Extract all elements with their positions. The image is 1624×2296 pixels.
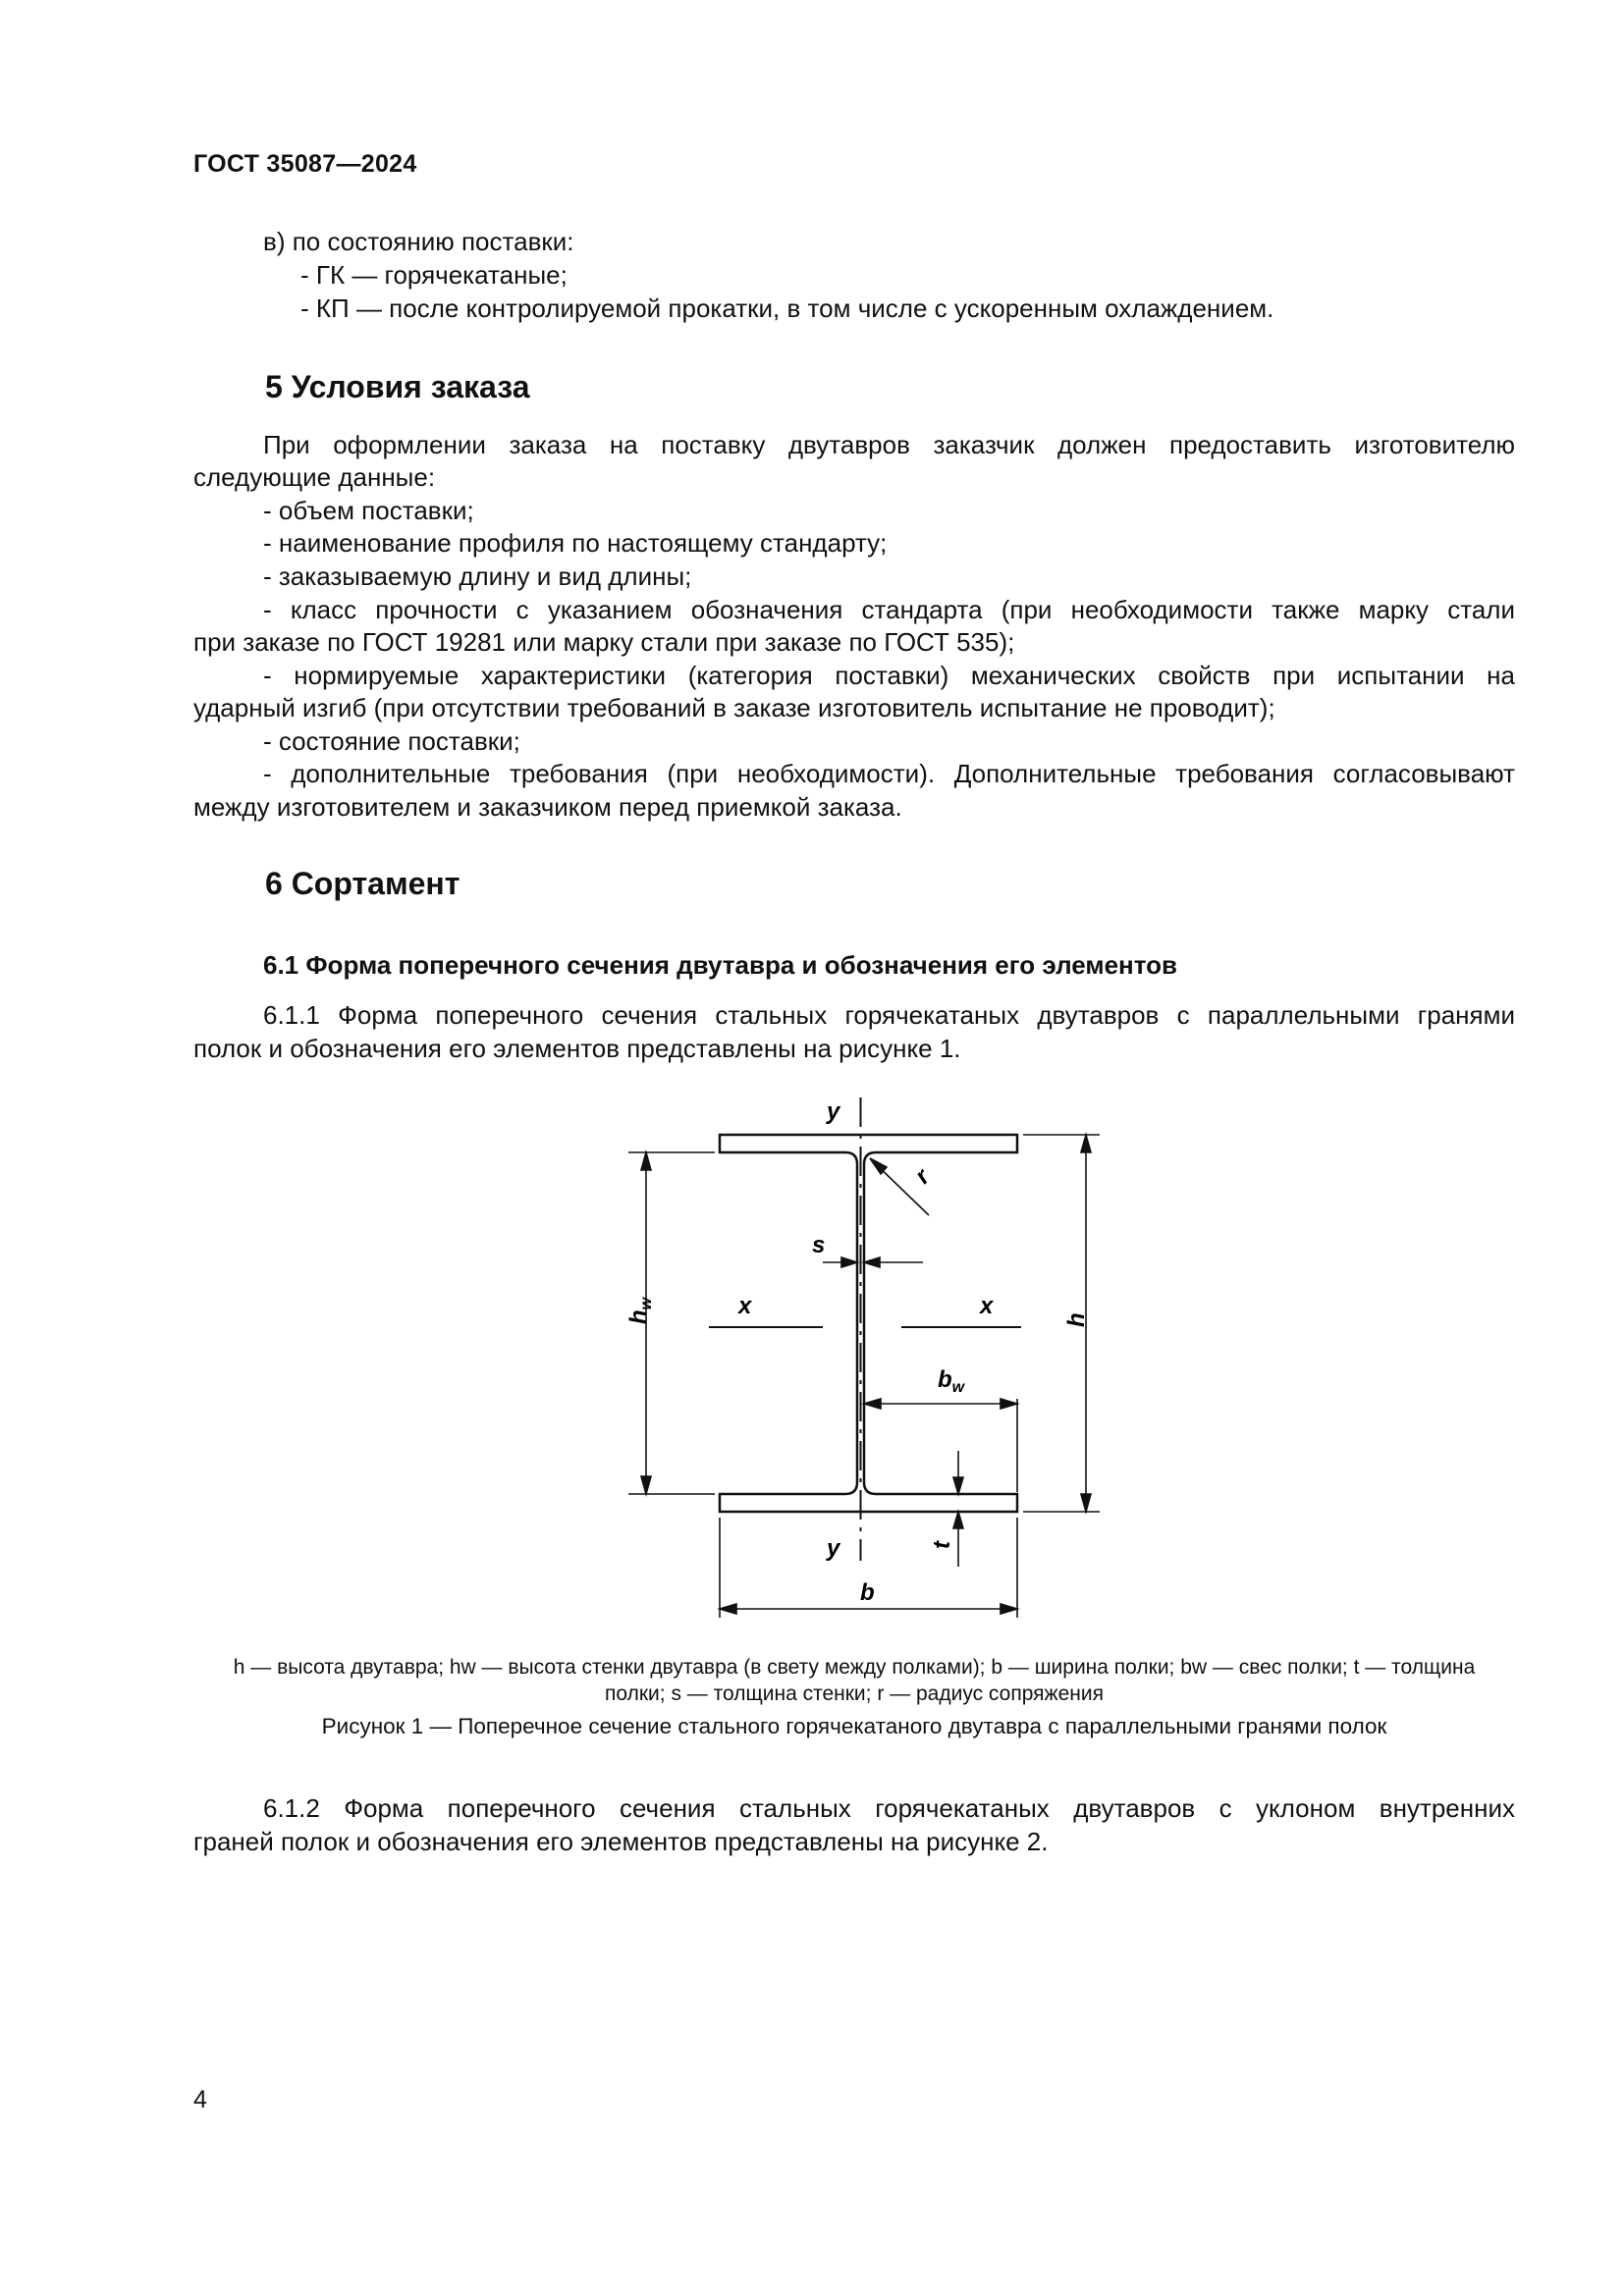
h-arrow-top: [1081, 1135, 1091, 1152]
delivery-item-gk: - ГК — горячекатаные;: [300, 260, 568, 290]
document-header: ГОСТ 35087—2024: [193, 150, 417, 178]
label-b: b: [860, 1579, 875, 1606]
section-5-intro-line1: [193, 429, 1515, 461]
para-6-1-1-line2: полок и обозначения его элементов представлены на рисунке 1.: [193, 1034, 961, 1063]
label-bw-main: b: [938, 1366, 952, 1393]
bw-arrow-left: [864, 1399, 881, 1409]
section-6-title: 6 Сортамент: [265, 866, 460, 901]
label-t: t: [929, 1541, 955, 1549]
t-arrow-bottom: [953, 1512, 963, 1528]
label-bw: [938, 1366, 966, 1396]
label-h: h: [1063, 1312, 1090, 1327]
order-item-volume: - объем поставки;: [263, 496, 474, 525]
para-6-1-2-line1: 6.1.2 Форма поперечного сечения стальных горячекатаных двутавров с уклоном внутренних: [263, 1793, 1515, 1823]
figure-legend: [193, 1654, 1515, 1707]
label-s: s: [812, 1232, 826, 1258]
order-item-impact-line1: - нормируемые характеристики (категория поставки) механических свойств при испытании на: [263, 661, 1515, 690]
i-beam-outline: [720, 1135, 1017, 1512]
figure-legend-line2: полки; s — толщина стенки; r — радиус сопряжения: [605, 1682, 1104, 1705]
delivery-intro: в) по состоянию поставки:: [263, 227, 574, 256]
order-item-profile: - наименование профиля по настоящему стандарту;: [263, 528, 888, 558]
order-item-additional-line2: между изготовителем и заказчиком перед приемкой заказа.: [193, 792, 902, 822]
para-6-1-1-line1: 6.1.1 Форма поперечного сечения стальных горячекатаных двутавров с параллельными гранями: [263, 1000, 1515, 1030]
i-beam-section-figure: [589, 1085, 1139, 1634]
subsection-6-1-title: 6.1 Форма поперечного сечения двутавра и обозначения его элементов: [263, 950, 1178, 980]
page-number: 4: [193, 2086, 207, 2113]
label-hw: [625, 1296, 655, 1324]
figure-caption: Рисунок 1 — Поперечное сечение стального горячекатаного двутавра с параллельными гранями полок: [321, 1714, 1387, 1738]
section-5-title: 5 Условия заказа: [265, 369, 530, 404]
label-r: r: [909, 1163, 936, 1190]
label-hw-sub: w: [638, 1297, 655, 1310]
order-item-strength-line2: при заказе по ГОСТ 19281 или марку стали при заказе по ГОСТ 535);: [193, 627, 1015, 657]
para-6-1-2-line2: граней полок и обозначения его элементов представлены на рисунке 2.: [193, 1827, 1049, 1856]
section-5-intro-text: При оформлении заказа на поставку двутавров заказчик должен предоставить изготовителю: [263, 430, 1515, 459]
label-x-left: x: [738, 1293, 752, 1319]
label-hw-main: h: [625, 1309, 652, 1324]
hw-arrow-bottom: [641, 1476, 651, 1494]
figure-legend-line1: h — высота двутавра; hw — высота стенки двутавра (в свету между полками); b — ширина полки; bw — свес полки; t — толщина: [233, 1656, 1476, 1679]
hw-arrow-top: [641, 1152, 651, 1170]
label-bw-sub: w: [951, 1379, 965, 1396]
label-y-top: y: [827, 1098, 840, 1125]
s-arrow-left: [841, 1257, 857, 1267]
t-arrow-top: [953, 1477, 963, 1494]
order-item-additional-line1: - дополнительные требования (при необходимости). Дополнительные требования согласовывают: [263, 759, 1515, 788]
h-arrow-bottom: [1081, 1494, 1091, 1512]
label-x-right: x: [980, 1293, 994, 1319]
bw-arrow-right: [1001, 1399, 1017, 1409]
delivery-item-kp: - КП — после контролируемой прокатки, в том числе с ускоренным охлаждением.: [300, 294, 1274, 323]
s-arrow-right: [864, 1257, 880, 1267]
order-item-impact-line2: ударный изгиб (при отсутствии требований в заказе изготовитель испытание не проводит);: [193, 693, 1275, 722]
label-y-bottom: y: [827, 1535, 840, 1562]
order-item-length: - заказываемую длину и вид длины;: [263, 561, 692, 591]
section-5-intro-line2: следующие данные:: [193, 462, 436, 492]
order-item-strength-line1: - класс прочности с указанием обозначения стандарта (при необходимости также марку стали: [263, 595, 1515, 624]
b-arrow-left: [720, 1604, 736, 1614]
order-item-state: - состояние поставки;: [263, 726, 520, 756]
b-arrow-right: [1001, 1604, 1017, 1614]
